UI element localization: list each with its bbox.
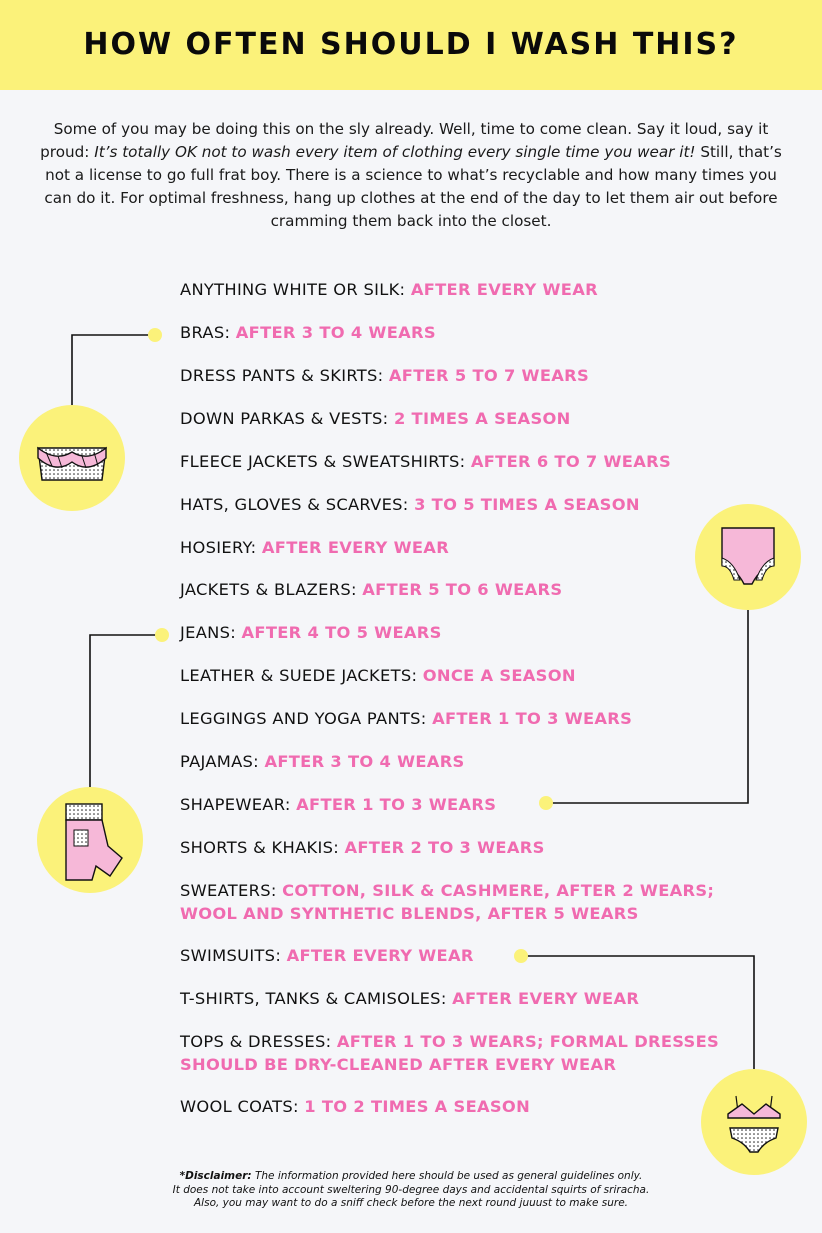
item-label: HATS, GLOVES & SCARVES: [180, 495, 415, 514]
item-frequency: 1 TO 2 TIMES A SEASON [304, 1097, 530, 1116]
item-label: SHORTS & KHAKIS: [180, 838, 345, 857]
item-label: SWEATERS: [180, 881, 283, 900]
disclaimer-prefix: *Disclaimer: [179, 1170, 252, 1182]
item-label: BRAS: [180, 323, 236, 342]
list-item [180, 493, 640, 516]
disclaimer-line-2: It does not take into account sweltering 90-degree days and accidental squirts of sriracha. [172, 1183, 650, 1196]
item-label: LEATHER & SUEDE JACKETS: [180, 666, 423, 685]
list-item [180, 879, 714, 925]
list-item [180, 536, 449, 559]
item-frequency: 2 TIMES A SEASON [393, 409, 571, 428]
briefs-icon [695, 504, 801, 610]
item-label: JEANS: [180, 623, 242, 642]
item-label: TOPS & DRESSES: [180, 1032, 337, 1051]
list-item [180, 836, 545, 859]
item-label: DOWN PARKAS & VESTS: [180, 409, 394, 428]
item-frequency: COTTON, SILK & CASHMERE, AFTER 2 WEARS; [282, 881, 715, 900]
item-frequency-continued: WOOL AND SYNTHETIC BLENDS, AFTER 5 WEARS [180, 904, 639, 923]
intro-text-2: Still, that’s not a license to go full frat boy. There is a science to what’s recyclable and how many times you can do it. For optimal freshness, hang up clothes at the end of the day to let them air out before cramming them back into the closet. [44, 143, 782, 230]
list-item [180, 364, 589, 387]
list-item [180, 278, 598, 301]
item-label: T-SHIRTS, TANKS & CAMISOLES: [180, 989, 453, 1008]
intro-text-italic: It’s totally OK not to wash every item of clothing every single time you wear it! [94, 143, 696, 161]
item-label: DRESS PANTS & SKIRTS: [180, 366, 389, 385]
disclaimer-line-1 [0, 1170, 822, 1184]
item-label: FLEECE JACKETS & SWEATSHIRTS: [180, 452, 471, 471]
item-label: LEGGINGS AND YOGA PANTS: [180, 709, 433, 728]
item-frequency: AFTER 1 TO 3 WEARS [432, 709, 633, 728]
list-item [180, 621, 442, 644]
disclaimer [0, 1170, 822, 1211]
list-item [180, 750, 465, 773]
list-item [180, 944, 474, 967]
list-item [180, 987, 639, 1010]
item-frequency: AFTER 3 TO 4 WEARS [264, 752, 465, 771]
swimsuit-icon [701, 1069, 807, 1175]
item-label: ANYTHING WHITE OR SILK: [180, 280, 411, 299]
item-label: SWIMSUITS: [180, 946, 287, 965]
list-item [180, 707, 632, 730]
page-title: HOW OFTEN SHOULD I WASH THIS? [83, 27, 739, 62]
list-item [180, 407, 571, 430]
bra-icon [19, 405, 125, 511]
item-label: JACKETS & BLAZERS: [180, 580, 363, 599]
item-frequency: AFTER EVERY WEAR [452, 989, 640, 1008]
list-item [180, 1095, 530, 1118]
list-item [180, 1030, 719, 1076]
item-frequency: AFTER 2 TO 3 WEARS [344, 838, 545, 857]
list-item [180, 450, 671, 473]
disclaimer-line-3: Also, you may want to do a sniff check before the next round juuust to make sure. [194, 1197, 628, 1209]
item-frequency: AFTER EVERY WEAR [286, 946, 474, 965]
disclaimer-text-1: The information provided here should be used as general guidelines only. [251, 1170, 643, 1182]
item-label: PAJAMAS: [180, 752, 265, 771]
list-item [180, 793, 496, 816]
intro-text-1: Some of you may be doing this on the sly already. Well, time to come clean. Say it loud, say it proud: [40, 120, 769, 161]
item-frequency: AFTER 1 TO 3 WEARS [296, 795, 497, 814]
item-frequency-continued: SHOULD BE DRY-CLEANED AFTER EVERY WEAR [180, 1055, 617, 1074]
list-item [180, 578, 562, 601]
item-label: SHAPEWEAR: [180, 795, 297, 814]
item-frequency: AFTER 4 TO 5 WEARS [241, 623, 442, 642]
item-label: WOOL COATS: [180, 1097, 305, 1116]
item-frequency: AFTER 6 TO 7 WEARS [470, 452, 671, 471]
item-label: HOSIERY: [180, 538, 262, 557]
item-frequency: AFTER 1 TO 3 WEARS; FORMAL DRESSES [336, 1032, 720, 1051]
list-item [180, 664, 576, 687]
item-frequency: AFTER 3 TO 4 WEARS [235, 323, 436, 342]
item-frequency: AFTER EVERY WEAR [261, 538, 450, 557]
item-frequency: AFTER 5 TO 6 WEARS [362, 580, 563, 599]
jeans-icon [37, 787, 143, 893]
item-frequency: AFTER EVERY WEAR [410, 280, 598, 299]
list-item [180, 321, 436, 344]
item-frequency: ONCE A SEASON [422, 666, 576, 685]
item-frequency: AFTER 5 TO 7 WEARS [388, 366, 589, 385]
item-frequency: 3 TO 5 TIMES A SEASON [414, 495, 640, 514]
